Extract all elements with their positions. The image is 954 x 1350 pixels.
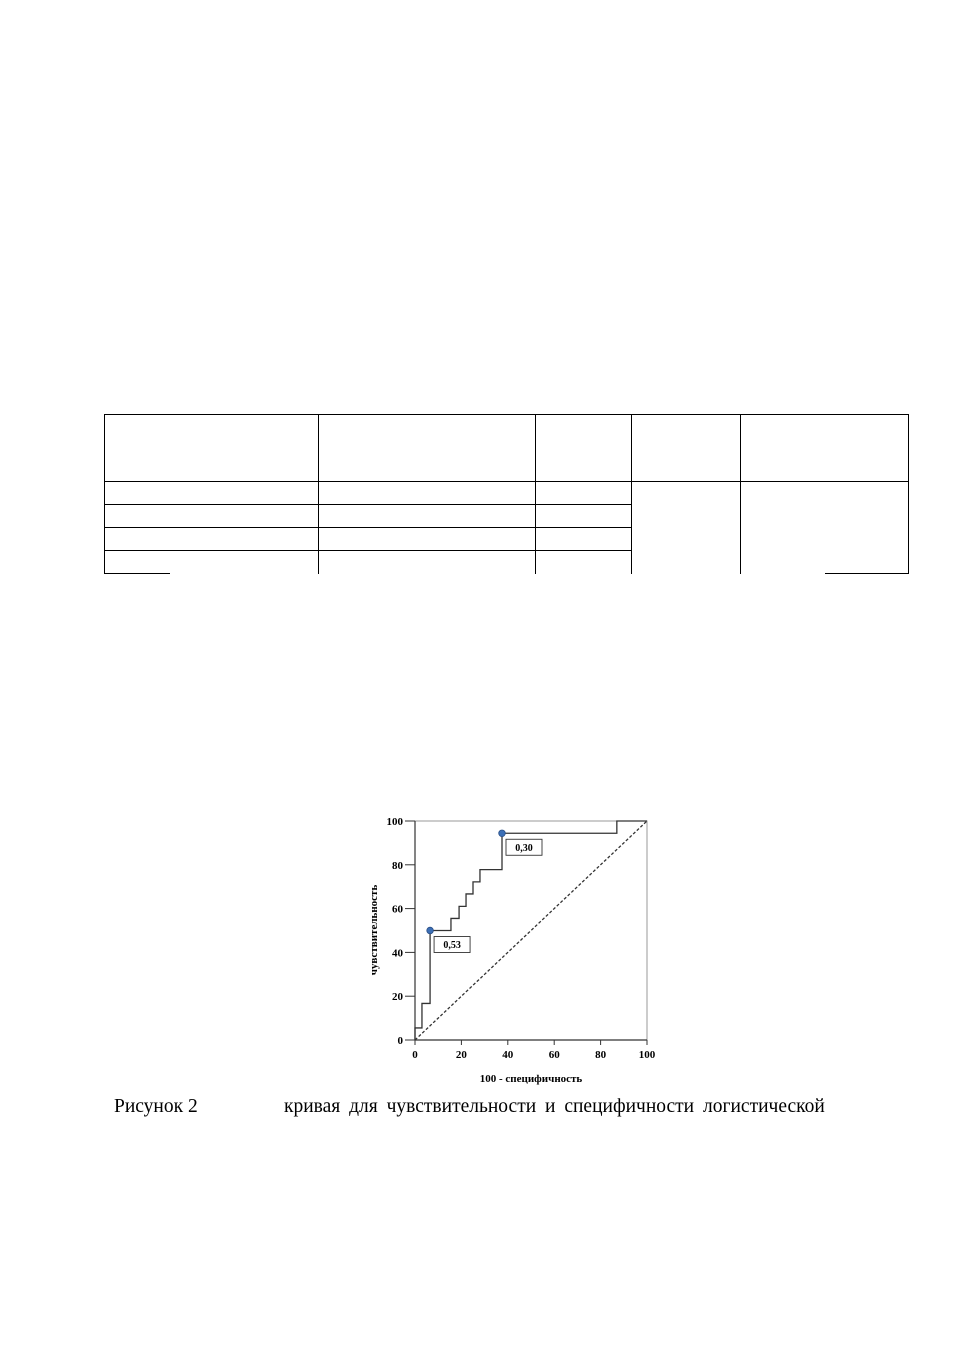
table-header-divider	[104, 481, 909, 482]
roc-chart	[360, 805, 670, 1090]
table-border-left	[104, 414, 105, 574]
table-column-divider	[318, 414, 319, 574]
x-tick-label: 100	[638, 1049, 656, 1061]
table-column-divider	[631, 414, 632, 574]
cutoff-point-marker	[427, 927, 434, 934]
x-axis-title: 100 - специфичность	[479, 1073, 583, 1085]
figure-label: Рисунок 2	[114, 1096, 198, 1117]
x-tick-label: 20	[455, 1049, 467, 1061]
x-tick-label: 80	[595, 1049, 607, 1061]
data-table	[104, 414, 909, 574]
x-tick-label: 60	[548, 1049, 560, 1061]
table-column-divider	[535, 414, 536, 574]
table-row-divider	[104, 504, 632, 505]
x-tick-label: 40	[502, 1049, 514, 1061]
y-tick-label: 60	[392, 903, 403, 916]
cutoff-label: 0,53	[443, 940, 461, 951]
table-border-bottom-right	[825, 573, 909, 574]
figure-caption-text: кривая для чувствительности и специфичности логистической	[284, 1096, 825, 1117]
roc-chart-svg	[360, 805, 670, 1090]
table-row-divider	[104, 527, 632, 528]
cutoff-label: 0,30	[515, 842, 533, 854]
figure-caption	[114, 1096, 910, 1122]
y-axis-title: чувствительность	[368, 884, 380, 976]
table-border-right	[908, 414, 909, 574]
table-column-divider	[740, 414, 741, 574]
x-tick-label: 0	[412, 1049, 418, 1061]
y-tick-label: 40	[392, 947, 403, 960]
table-border-bottom-left	[104, 573, 170, 574]
y-tick-label: 100	[386, 816, 403, 828]
table-row-divider	[104, 550, 632, 551]
table-border-top	[104, 414, 909, 415]
y-tick-label: 20	[392, 991, 403, 1004]
y-tick-label: 0	[397, 1035, 403, 1047]
cutoff-point-marker	[499, 830, 506, 837]
y-tick-label: 80	[392, 859, 403, 872]
